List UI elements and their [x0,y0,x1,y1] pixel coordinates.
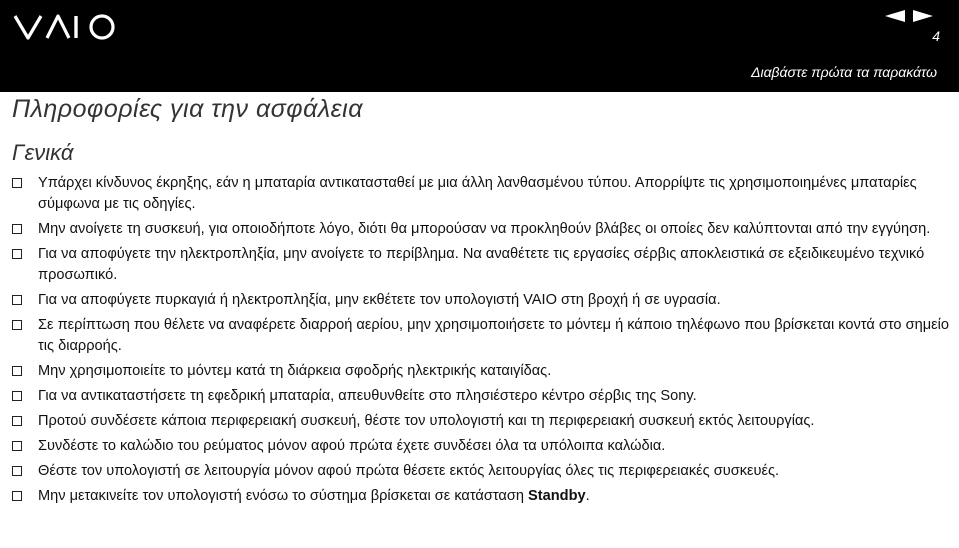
checkbox-bullet-icon [12,249,22,259]
checkbox-bullet-icon [12,416,22,426]
list-item-text: Για να αποφύγετε πυρκαγιά ή ηλεκτροπληξία, μην εκθέτετε τον υπολογιστή VAIO στη βροχή ή σε υγρασία. [38,292,721,308]
list-item-text-prefix: Μην μετακινείτε τον υπολογιστή ενόσω το σύστημα βρίσκεται σε κατάσταση [38,488,529,504]
list-item [12,411,952,432]
list-item [12,244,952,286]
checkbox-bullet-icon [12,441,22,451]
checkbox-bullet-icon [12,366,22,376]
list-item-text: Συνδέστε το καλώδιο του ρεύματος μόνον αφού πρώτα έχετε συνδέσει όλα τα υπόλοιπα καλώδια. [38,438,666,454]
checkbox-bullet-icon [12,391,22,401]
page-number: 4 [932,28,940,44]
previous-page-arrow-icon[interactable] [881,8,907,24]
checkbox-bullet-icon [12,178,22,188]
page-title: Πληροφορίες για την ασφάλεια [12,95,363,123]
list-item-text: Μην ανοίγετε τη συσκευή, για οποιοδήποτε λόγο, διότι θα μπορούσαν να προκληθούν βλάβες οι οποίες δεν καλύπτονται από την εγγύηση. [38,221,931,237]
vaio-logo [13,12,123,42]
safety-list [12,173,952,511]
list-item [12,461,952,482]
list-item-text: Μην χρησιμοποιείτε το μόντεμ κατά τη διάρκεια σφοδρής ηλεκτρικής καταιγίδας. [38,363,552,379]
read-first-link[interactable]: Διαβάστε πρώτα τα παρακάτω [751,64,937,80]
page-navigation [881,8,937,29]
list-item-text: Για να αντικαταστήσετε τη εφεδρική μπαταρία, απευθυνθείτε στο πλησιέστερο κέντρο σέρβις της Sony. [38,388,697,404]
list-item [12,361,952,382]
next-page-arrow-icon[interactable] [911,8,937,24]
list-item-text: Για να αποφύγετε την ηλεκτροπληξία, μην ανοίγετε το περίβλημα. Να αναθέτετε τις εργασίες σέρβις αποκλειστικά σε εξειδικευμένο τεχνικό προσωπικό. [38,246,925,283]
list-item-text: Θέστε τον υπολογιστή σε λειτουργία μόνον αφού πρώτα θέσετε εκτός λειτουργίας όλες τις περιφερειακές συσκευές. [38,463,780,479]
list-item [12,486,952,507]
list-item [12,436,952,457]
header-bar [0,0,959,92]
list-item [12,315,952,357]
list-item-text: Προτού συνδέσετε κάποια περιφερειακή συσκευή, θέστε τον υπολογιστή και τη περιφερειακή συσκευή εκτός λειτουργίας. [38,413,815,429]
checkbox-bullet-icon [12,224,22,234]
checkbox-bullet-icon [12,295,22,305]
list-item [12,386,952,407]
standby-term: Standby [528,488,586,504]
list-item [12,219,952,240]
checkbox-bullet-icon [12,491,22,501]
checkbox-bullet-icon [12,320,22,330]
checkbox-bullet-icon [12,466,22,476]
list-item-text: Σε περίπτωση που θέλετε να αναφέρετε διαρροή αερίου, μην χρησιμοποιήσετε το μόντεμ ή κάποιο τηλέφωνο που βρίσκεται κοντά στο σημείο τις διαρροής. [38,317,949,354]
list-item-text-suffix: . [585,488,590,504]
list-item [12,290,952,311]
section-title: Γενικά [12,140,74,165]
list-item [12,173,952,215]
list-item-text: Υπάρχει κίνδυνος έκρηξης, εάν η μπαταρία αντικατασταθεί με μια άλλη λανθασμένου τύπου. Απορρίψτε τις χρησιμοποιημένες μπαταρίες σύμφωνα με τις οδηγίες. [38,175,917,212]
